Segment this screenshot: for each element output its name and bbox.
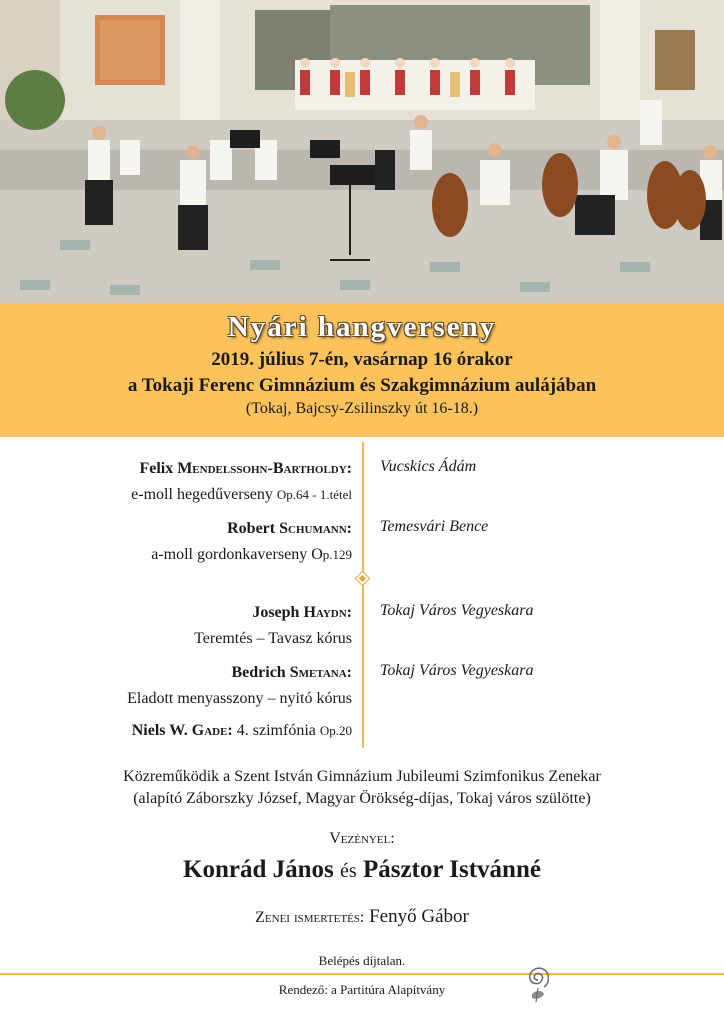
orchestra-photo-illustration: [0, 0, 724, 303]
free-entry-note: Belépés díjtalan.: [318, 953, 406, 968]
footer-rule: [0, 973, 724, 975]
music-introduction: Zenei ismertetés: Fenyő Gábor: [255, 906, 469, 927]
composer-name: Felix Mendelssohn-Bartholdy:: [139, 460, 352, 477]
diamond-ornament-icon: [355, 571, 371, 587]
orchestra-credits: Közreműködik a Szent István Gimnázium Jubileumi Szimfonikus Zenekar (alapító Záborszky József, Magyar Örökség-díjas, Tokaj város szülötte): [123, 768, 601, 807]
performer-schumann: Temesvári Bence: [380, 518, 489, 535]
program-item-mendelssohn: [131, 456, 352, 508]
program-item-gade: Niels W. Gade: 4. szimfónia Op.20: [131, 722, 352, 739]
date-line: 2019. július 7-én, vasárnap 16 órakor: [211, 349, 513, 370]
composer-name: Bedrich Smetana:: [231, 664, 352, 681]
composer-name: Robert Schumann:: [227, 520, 352, 537]
work-title: Teremtés – Tavasz kórus: [194, 630, 352, 647]
concert-photo: [0, 0, 724, 303]
performer-smetana: Tokaj Város Vegyeskara: [380, 662, 534, 679]
composer-name: Joseph Haydn:: [252, 604, 352, 621]
program-item-smetana: [127, 660, 352, 712]
program-item-schumann: [151, 516, 352, 568]
address-line: (Tokaj, Bajcsy-Zsilinszky út 16-18.): [245, 400, 479, 417]
performer-mendelssohn: Vucskics Ádám: [380, 458, 477, 475]
work-title: 4. szimfónia: [232, 722, 320, 739]
partitura-spiral-logo-icon: [522, 958, 554, 1006]
venue-line: a Tokaji Ferenc Gimnázium és Szakgimnázium aulájában: [127, 375, 597, 396]
conductor-names: Konrád János és Pásztor Istvánné: [183, 856, 541, 883]
work-title: e-moll hegedűverseny Op.64 - 1.tétel: [131, 486, 352, 503]
conductor-label: Vezényel:: [329, 830, 395, 847]
program-divider: [362, 442, 364, 748]
performer-haydn: Tokaj Város Vegyeskara: [380, 602, 534, 619]
work-title: Eladott menyasszony – nyitó kórus: [127, 690, 352, 707]
program-item-haydn: [194, 600, 352, 652]
work-title: a-moll gordonkaverseny Op.129: [151, 546, 352, 563]
organizer-line: Rendező: a Partitúra Alapítvány: [278, 982, 446, 997]
header-banner: [0, 303, 724, 437]
composer-name: Niels W. Gade:: [131, 722, 233, 739]
concert-title: Nyári hangverseny: [227, 311, 497, 343]
